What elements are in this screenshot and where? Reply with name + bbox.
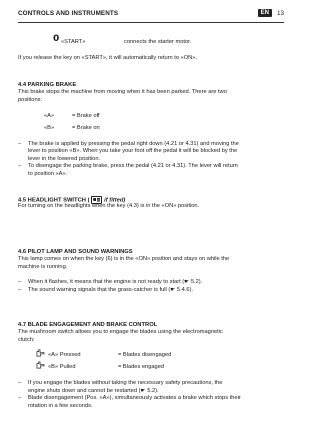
parking-bullet-1-line-1: The brake is applied by pressing the pedal right down (4.21 or 4.31) and moving the bbox=[28, 141, 239, 147]
bullet-dash: – bbox=[18, 395, 22, 401]
position-a-value: = Brake off bbox=[72, 113, 100, 119]
position-b-value: = Brake on bbox=[72, 125, 100, 131]
key-position-icon: 0 bbox=[53, 34, 60, 44]
headlight-heading: 4.5 HEADLIGHT SWITCH ( if fitted) bbox=[18, 197, 126, 204]
release-note: If you release the key on «START», it will automatically return to «ON». bbox=[18, 55, 198, 61]
parking-brake-heading: 4.4 PARKING BRAKE bbox=[18, 82, 77, 88]
bullet-dash: – bbox=[18, 287, 22, 293]
parking-intro-line-1: This brake stops the machine from moving when it has been parked. There are two bbox=[18, 89, 227, 95]
mushroom-a-value: = Blades disengaged bbox=[118, 352, 172, 358]
start-label: «START» bbox=[61, 39, 86, 45]
blade-bullet-2-line-1: Blade disengagement (Pos. «A»), simultaneously activates a brake which stops their bbox=[28, 395, 241, 401]
pilot-bullet-1: When it flashes, it means that the engine is not ready to start (☛ 5.2). bbox=[28, 279, 203, 285]
blade-bullet-2-line-2: rotation in a few seconds. bbox=[28, 403, 93, 409]
pilot-body-line-1: This lamp comes on when the key (6) is in the «ON» position and stays on while the bbox=[18, 256, 230, 262]
bullet-dash: – bbox=[18, 141, 22, 147]
bullet-dash: – bbox=[18, 380, 22, 386]
pilot-body-line-2: machine is running. bbox=[18, 264, 68, 270]
press-icon bbox=[36, 349, 45, 357]
mushroom-b-key: «B» Pulled bbox=[48, 364, 76, 370]
pilot-lamp-heading: 4.6 PILOT LAMP AND SOUND WARNINGS bbox=[18, 249, 133, 255]
mushroom-a-key: «A» Pressed bbox=[48, 352, 81, 358]
parking-bullet-1-line-2: lever to position «B». When you take your foot off the pedal it will be blocked by the bbox=[28, 148, 238, 154]
position-a-key: «A» bbox=[44, 113, 55, 119]
pilot-bullet-2: The sound warning signals that the grass-catcher is full (☛ 5.4.6). bbox=[28, 287, 194, 293]
blade-heading: 4.7 BLADE ENGAGEMENT AND BRAKE CONTROL bbox=[18, 322, 158, 328]
parking-bullet-2-line-2: to position «A». bbox=[28, 171, 68, 177]
blade-intro-line-1: The mushroom switch allows you to engage the blades using the electromagnetic bbox=[18, 329, 223, 335]
parking-bullet-2-line-1: To disengage the parking brake, press the pedal (4.21 or 4.31). The lever will return bbox=[28, 163, 238, 169]
mushroom-b-value: = Blades engaged bbox=[118, 364, 165, 370]
bullet-dash: – bbox=[18, 279, 22, 285]
page-header bbox=[18, 8, 284, 23]
bullet-dash: – bbox=[18, 163, 22, 169]
blade-bullet-1-line-1: If you engage the blades without taking the necessary safety precautions, the bbox=[28, 380, 223, 386]
start-description: connects the starter motor. bbox=[124, 39, 192, 45]
position-b-key: «B» bbox=[44, 125, 55, 131]
pull-icon bbox=[36, 361, 45, 369]
page-number: 13 bbox=[276, 10, 284, 17]
headlight-body: For turning on the headlights when the key (4.3) is in the «ON» position. bbox=[18, 203, 200, 209]
parking-intro-line-2: positions: bbox=[18, 97, 43, 103]
blade-bullet-1-line-2: engine shuts down and cannot be restarted (☛ 5.2). bbox=[28, 388, 159, 394]
section-title: CONTROLS AND INSTRUMENTS bbox=[18, 10, 119, 17]
language-badge: EN bbox=[258, 9, 272, 17]
parking-bullet-1-line-3: lever in the lowered position. bbox=[28, 156, 101, 162]
blade-intro-line-2: clutch: bbox=[18, 337, 35, 343]
